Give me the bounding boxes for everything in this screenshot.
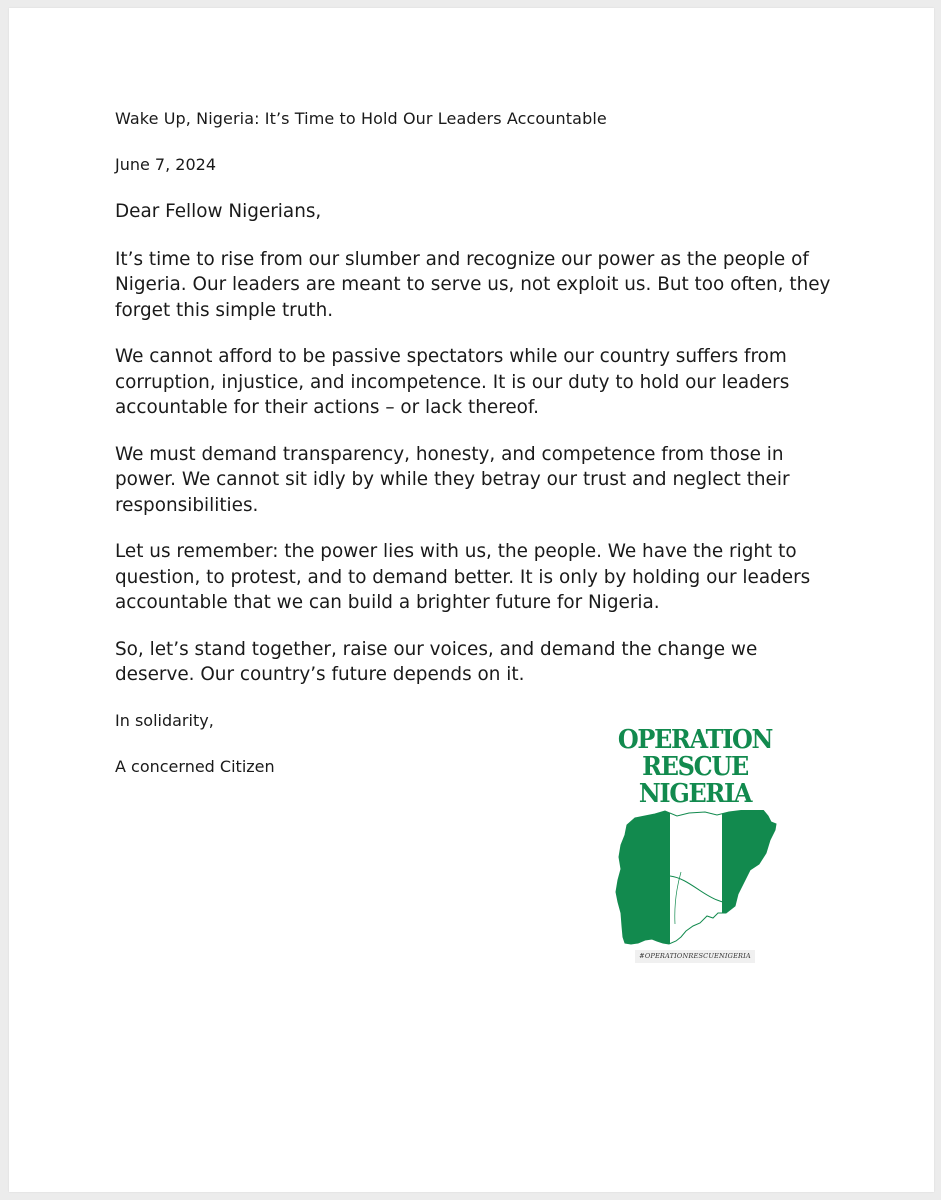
logo-title-line-1: OPERATION (617, 725, 773, 755)
letter-signature: A concerned Citizen (115, 756, 275, 776)
paragraph-1: It’s time to rise from our slumber and recognize our power as the people of Nigeria. Our leaders are meant to serve us, not exploit us. But too often, they forget this simple truth. (115, 248, 831, 321)
logo-title-line-2: RESCUE (642, 752, 748, 782)
document-page (9, 8, 934, 1192)
letter-closing: In solidarity, (115, 710, 214, 730)
paragraph-4: Let us remember: the power lies with us, the people. We have the right to question, to protest, and to demand better. It is only by holding our leaders accountable that we can build a brighter future for Nigeria. (115, 541, 811, 613)
paragraph-5: So, let’s stand together, raise our voices, and demand the change we deserve. Our country’s future depends on it. (115, 638, 758, 685)
logo-hashtag: #OPERATIONRESCUENIGERIA (635, 950, 755, 963)
letter-body (115, 107, 835, 782)
letter-title: Wake Up, Nigeria: It’s Time to Hold Our Leaders Accountable (115, 109, 607, 128)
paragraph-3: We must demand transparency, honesty, and competence from those in power. We cannot sit idly by while they betray our trust and neglect their responsibilities. (115, 443, 790, 516)
operation-rescue-nigeria-logo (605, 727, 785, 967)
letter-date: June 7, 2024 (115, 155, 216, 174)
nigeria-map-flag-icon (605, 810, 785, 946)
paragraph-2: We cannot afford to be passive spectators while our country suffers from corruption, injustice, and incompetence. It is our duty to hold our leaders accountable for their actions – or lack thereof. (115, 346, 790, 418)
logo-title (612, 727, 778, 808)
letter-salutation: Dear Fellow Nigerians, (115, 201, 322, 222)
logo-title-line-3: NIGERIA (638, 779, 752, 809)
